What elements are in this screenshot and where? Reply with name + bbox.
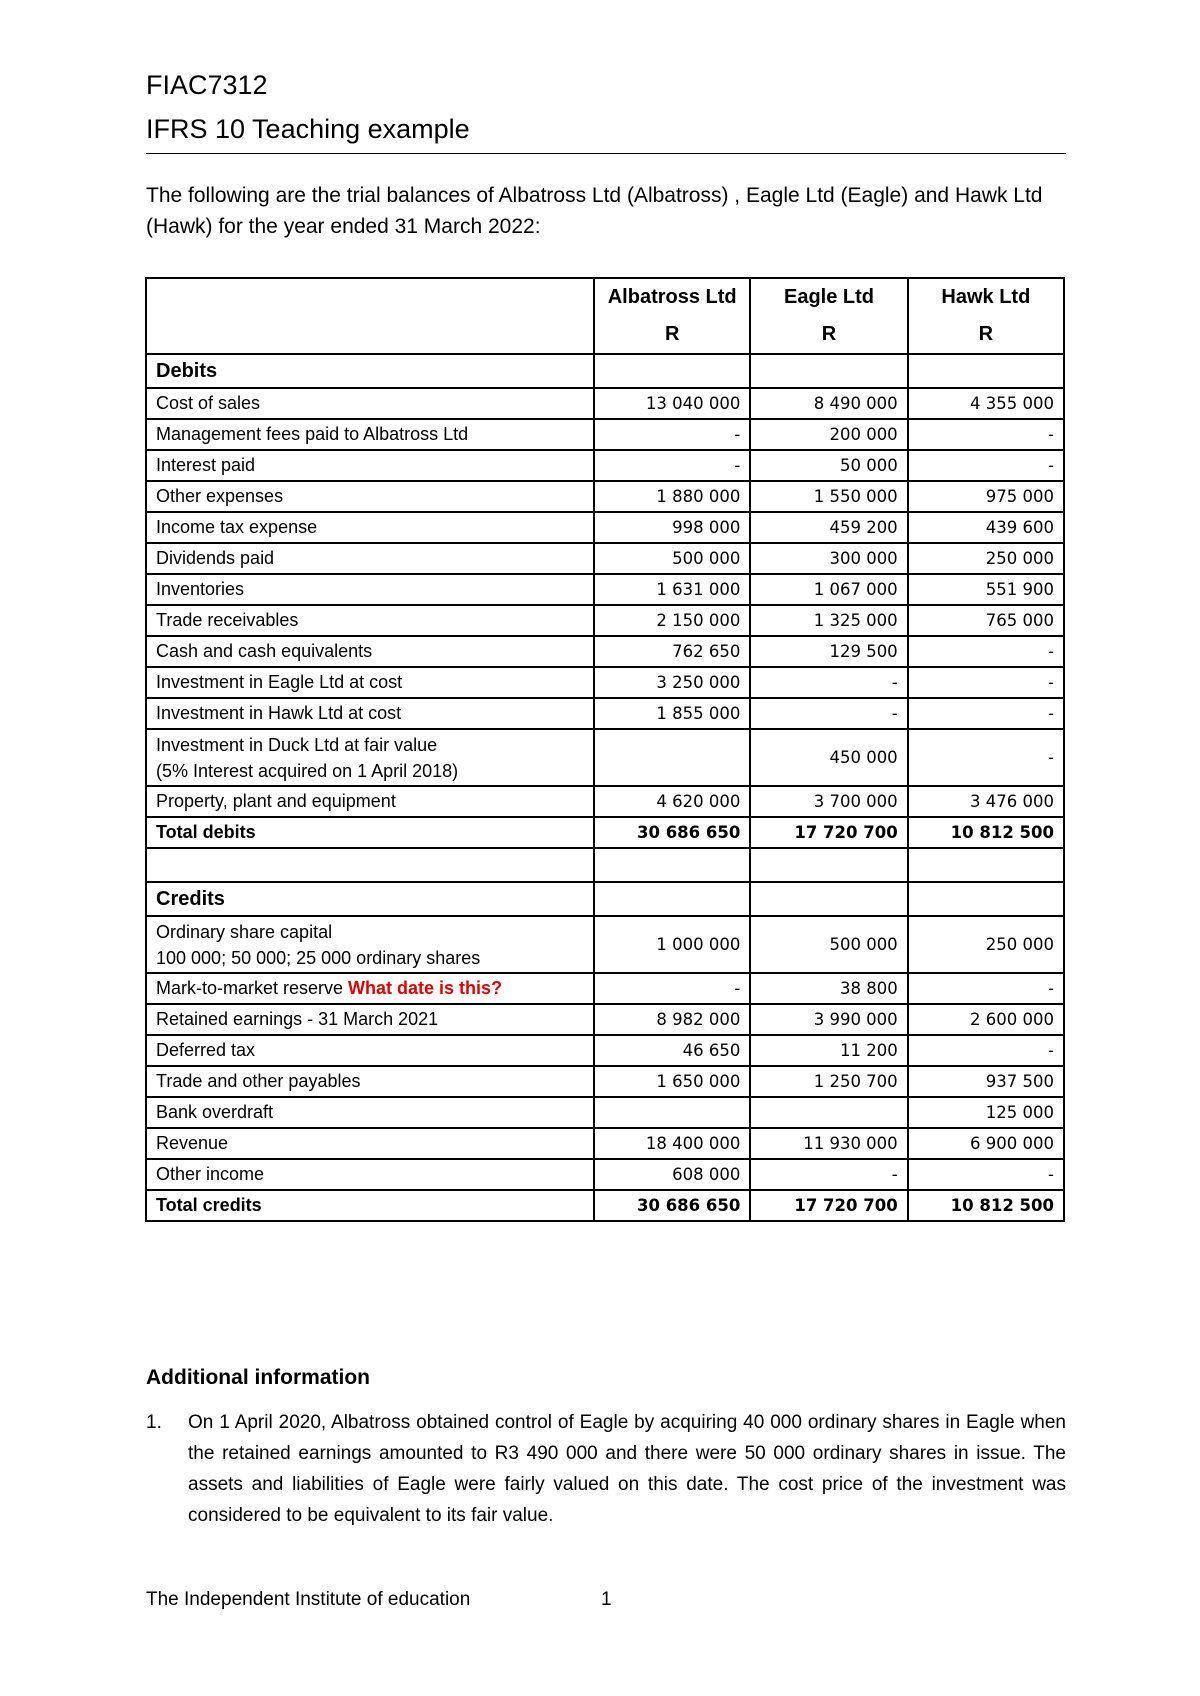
empty-cell: [908, 882, 1064, 916]
header-label-cell: [146, 278, 594, 354]
header-divider: [146, 153, 1066, 154]
row-label: [146, 419, 594, 450]
value-cell: 125 000: [908, 1097, 1064, 1128]
row-label-text: Cash and cash equivalents: [156, 641, 373, 661]
value-cell: -: [908, 667, 1064, 698]
value-cell: 608 000: [594, 1159, 750, 1190]
column-header-eagle: Eagle Ltd R: [750, 278, 907, 354]
value-cell: 17 720 700: [750, 817, 907, 848]
row-label: [146, 1066, 594, 1097]
value-cell: 1 325 000: [750, 605, 907, 636]
row-label-text: Deferred tax: [156, 1040, 256, 1060]
debit-row: [146, 481, 1064, 512]
credit-row: [146, 916, 1064, 973]
value-cell: 1 550 000: [750, 481, 907, 512]
value-cell: 300 000: [750, 543, 907, 574]
value-cell: -: [908, 419, 1064, 450]
column-header-albatross: Albatross Ltd R: [594, 278, 750, 354]
row-label: [146, 667, 594, 698]
empty-cell: [908, 848, 1064, 882]
item-text: On 1 April 2020, Albatross obtained control of Eagle by acquiring 40 000 ordinary shares in Eagle when the retained earnings amounted to R3 490 000 and there were 50 000 ordinary shares in issue. The assets and liabilities of Eagle were fairly valued on this date. The cost price of the investment was considered to be equivalent to its fair value.: [188, 1412, 1066, 1526]
column-header-hawk: Hawk Ltd R: [908, 278, 1064, 354]
empty-cell: [146, 848, 594, 882]
value-cell: [750, 1097, 907, 1128]
row-label: [146, 817, 594, 848]
row-label-text: Inventories: [156, 579, 245, 599]
value-cell: -: [750, 667, 907, 698]
row-label-text: Investment in Duck Ltd at fair value: [156, 734, 438, 755]
page-number: 1: [601, 1589, 612, 1610]
value-cell: -: [594, 973, 750, 1004]
row-label-text: Cost of sales: [156, 393, 261, 413]
row-label: [146, 574, 594, 605]
row-label-text: Other income: [156, 1164, 265, 1184]
row-label-text: Investment in Hawk Ltd at cost: [156, 703, 402, 723]
value-cell: -: [908, 450, 1064, 481]
empty-cell: [594, 354, 750, 388]
empty-cell: [594, 848, 750, 882]
value-cell: 998 000: [594, 512, 750, 543]
total-debits-row: [146, 817, 1064, 848]
row-label-text: Bank overdraft: [156, 1102, 274, 1122]
row-label: [146, 481, 594, 512]
row-label: [146, 916, 594, 973]
row-label: [146, 605, 594, 636]
credit-row: [146, 1159, 1064, 1190]
value-cell: 1 067 000: [750, 574, 907, 605]
value-cell: 250 000: [908, 916, 1064, 973]
value-cell: 250 000: [908, 543, 1064, 574]
debit-row: [146, 450, 1064, 481]
value-cell: -: [908, 1035, 1064, 1066]
value-cell: 46 650: [594, 1035, 750, 1066]
row-label-text: Mark-to-market reserve: [156, 978, 349, 998]
debit-row: [146, 729, 1064, 786]
credit-row: [146, 1128, 1064, 1159]
value-cell: -: [908, 636, 1064, 667]
debit-row: [146, 574, 1064, 605]
value-cell: 500 000: [594, 543, 750, 574]
value-cell: 450 000: [750, 729, 907, 786]
value-cell: 8 982 000: [594, 1004, 750, 1035]
value-cell: 1 855 000: [594, 698, 750, 729]
row-label-text: Total credits: [156, 1195, 262, 1215]
trial-balance-table: [145, 277, 1065, 1222]
debits-section-row: [146, 354, 1064, 388]
row-note-text: What date is this?: [348, 978, 503, 998]
empty-cell: [594, 882, 750, 916]
empty-cell: [750, 354, 907, 388]
row-label-text: Interest paid: [156, 455, 256, 475]
value-cell: 200 000: [750, 419, 907, 450]
row-label-text: Trade receivables: [156, 610, 299, 630]
value-cell: 30 686 650: [594, 1190, 750, 1221]
row-label: [146, 1097, 594, 1128]
value-cell: 439 600: [908, 512, 1064, 543]
debit-row: [146, 636, 1064, 667]
debit-row: [146, 605, 1064, 636]
row-label: [146, 543, 594, 574]
row-label-subtext: (5% Interest acquired on 1 April 2018): [156, 760, 459, 781]
debit-row: [146, 388, 1064, 419]
credit-row: [146, 1004, 1064, 1035]
additional-info-item: [146, 1407, 1066, 1531]
section-label: Credits: [146, 882, 594, 916]
value-cell: 129 500: [750, 636, 907, 667]
value-cell: -: [908, 973, 1064, 1004]
empty-cell: [750, 848, 907, 882]
value-cell: 975 000: [908, 481, 1064, 512]
row-label-text: Property, plant and equipment: [156, 791, 396, 811]
value-cell: 3 700 000: [750, 786, 907, 817]
value-cell: 500 000: [750, 916, 907, 973]
value-cell: 937 500: [908, 1066, 1064, 1097]
value-cell: 11 930 000: [750, 1128, 907, 1159]
debit-row: [146, 786, 1064, 817]
value-cell: -: [750, 1159, 907, 1190]
row-label-text: Trade and other payables: [156, 1071, 361, 1091]
value-cell: 4 620 000: [594, 786, 750, 817]
value-cell: 8 490 000: [750, 388, 907, 419]
debit-row: [146, 512, 1064, 543]
row-label: [146, 1004, 594, 1035]
value-cell: 18 400 000: [594, 1128, 750, 1159]
value-cell: -: [594, 450, 750, 481]
row-label-text: Investment in Eagle Ltd at cost: [156, 672, 403, 692]
value-cell: 459 200: [750, 512, 907, 543]
value-cell: -: [908, 729, 1064, 786]
value-cell: -: [908, 698, 1064, 729]
value-cell: 3 990 000: [750, 1004, 907, 1035]
credit-row: [146, 1035, 1064, 1066]
credits-section-row: [146, 882, 1064, 916]
row-label: [146, 729, 594, 786]
value-cell: 3 476 000: [908, 786, 1064, 817]
value-cell: 765 000: [908, 605, 1064, 636]
row-label: [146, 450, 594, 481]
total-credits-row: [146, 1190, 1064, 1221]
value-cell: 2 150 000: [594, 605, 750, 636]
value-cell: [594, 1097, 750, 1128]
value-cell: -: [750, 698, 907, 729]
value-cell: 6 900 000: [908, 1128, 1064, 1159]
row-label: [146, 1035, 594, 1066]
credit-row: [146, 1066, 1064, 1097]
value-cell: 551 900: [908, 574, 1064, 605]
row-label: [146, 512, 594, 543]
value-cell: 1 880 000: [594, 481, 750, 512]
credit-row: [146, 1097, 1064, 1128]
additional-info-heading: Additional information: [146, 1366, 370, 1389]
empty-cell: [908, 354, 1064, 388]
item-number: 1.: [146, 1412, 162, 1433]
value-cell: 3 250 000: [594, 667, 750, 698]
debit-row: [146, 698, 1064, 729]
row-label-text: Income tax expense: [156, 517, 318, 537]
row-label-text: Revenue: [156, 1133, 229, 1153]
value-cell: 17 720 700: [750, 1190, 907, 1221]
value-cell: [594, 729, 750, 786]
row-label: [146, 636, 594, 667]
section-label: Debits: [146, 354, 594, 388]
debit-row: [146, 667, 1064, 698]
value-cell: 38 800: [750, 973, 907, 1004]
row-label-text: Other expenses: [156, 486, 284, 506]
row-label-text: Dividends paid: [156, 548, 275, 568]
table-header-row: [146, 278, 1064, 354]
row-label-text: Retained earnings - 31 March 2021: [156, 1009, 439, 1029]
row-label-subtext: 100 000; 50 000; 25 000 ordinary shares: [156, 947, 481, 968]
value-cell: 10 812 500: [908, 817, 1064, 848]
row-label: [146, 786, 594, 817]
row-label: [146, 698, 594, 729]
value-cell: 2 600 000: [908, 1004, 1064, 1035]
value-cell: -: [594, 419, 750, 450]
value-cell: 11 200: [750, 1035, 907, 1066]
debit-row: [146, 543, 1064, 574]
row-label-text: Management fees paid to Albatross Ltd: [156, 424, 469, 444]
empty-cell: [750, 882, 907, 916]
value-cell: 1 650 000: [594, 1066, 750, 1097]
value-cell: 762 650: [594, 636, 750, 667]
value-cell: 50 000: [750, 450, 907, 481]
document-title: IFRS 10 Teaching example: [146, 114, 470, 144]
value-cell: 1 250 700: [750, 1066, 907, 1097]
value-cell: 30 686 650: [594, 817, 750, 848]
spacer-row: [146, 848, 1064, 882]
row-label: [146, 1190, 594, 1221]
row-label: [146, 1128, 594, 1159]
row-label-text: Total debits: [156, 822, 256, 842]
value-cell: 10 812 500: [908, 1190, 1064, 1221]
value-cell: 13 040 000: [594, 388, 750, 419]
row-label-text: Ordinary share capital: [156, 921, 333, 942]
course-code: FIAC7312: [146, 70, 268, 100]
row-label: [146, 1159, 594, 1190]
credit-row: [146, 973, 1064, 1004]
intro-paragraph: The following are the trial balances of Albatross Ltd (Albatross) , Eagle Ltd (Eagle) and Hawk Ltd (Hawk) for the year ended 31 March 2022:: [146, 184, 1043, 238]
value-cell: 4 355 000: [908, 388, 1064, 419]
footer-institution: The Independent Institute of education: [146, 1589, 471, 1610]
row-label: [146, 973, 594, 1004]
value-cell: 1 000 000: [594, 916, 750, 973]
value-cell: 1 631 000: [594, 574, 750, 605]
value-cell: -: [908, 1159, 1064, 1190]
debit-row: [146, 419, 1064, 450]
row-label: [146, 388, 594, 419]
